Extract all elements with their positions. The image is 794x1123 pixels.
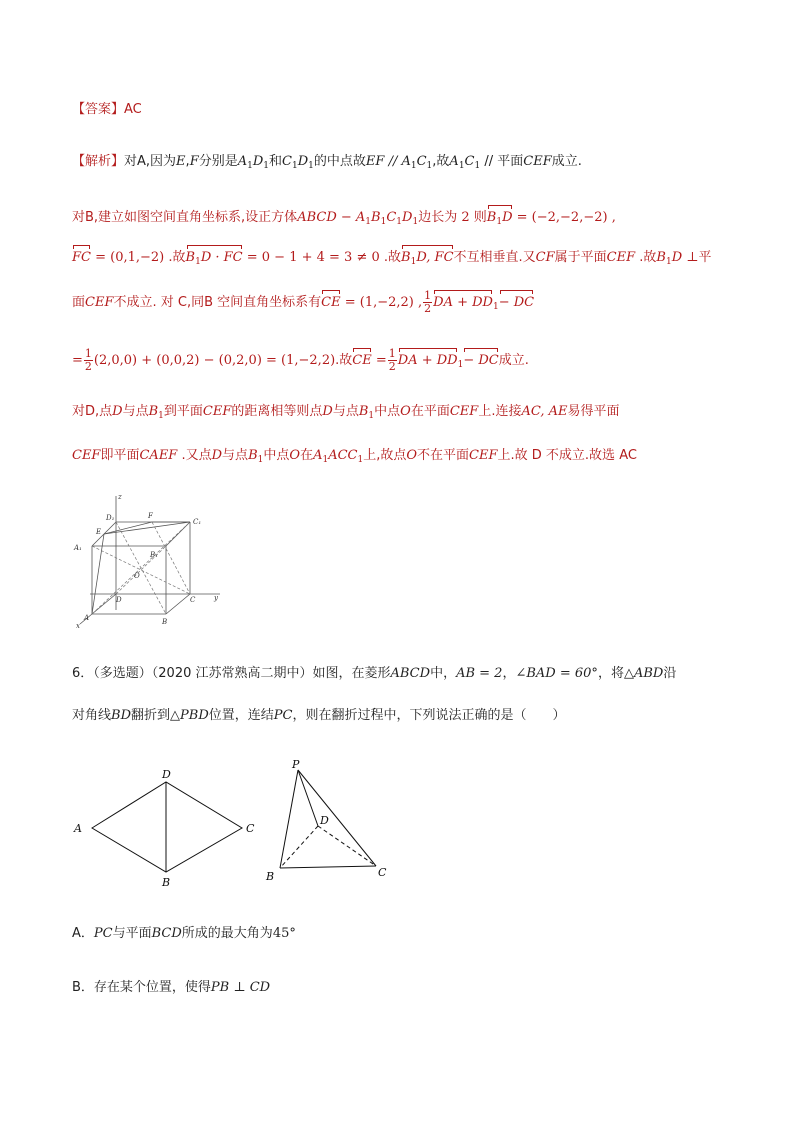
option-b bbox=[72, 978, 270, 998]
math-sub: 1 bbox=[322, 455, 329, 465]
math-var: B bbox=[248, 448, 258, 463]
math-expr: AB = 2 bbox=[456, 666, 503, 681]
text-segment: .故 bbox=[635, 250, 657, 265]
math-sub: 1 bbox=[257, 455, 264, 465]
text-segment: 不互相垂直.又 bbox=[453, 250, 536, 265]
option-a bbox=[72, 924, 296, 944]
math-expr: D, FC bbox=[416, 250, 454, 265]
math-var: BCD bbox=[151, 926, 182, 941]
text-segment: 在平面 bbox=[410, 404, 450, 419]
math-sub: 1 bbox=[410, 161, 417, 171]
text-segment: 成立. bbox=[551, 154, 582, 169]
text-segment: 中， bbox=[430, 666, 457, 681]
math-var: ABCD bbox=[390, 666, 431, 681]
text-segment: 翻折到 bbox=[131, 708, 171, 723]
math-sub: 1 bbox=[247, 161, 253, 171]
math-var: E bbox=[176, 154, 186, 169]
math-sub: 1 bbox=[380, 217, 387, 227]
vector-fc: FC bbox=[72, 248, 91, 268]
text-segment: 与平面 bbox=[112, 926, 152, 941]
text-segment: .故 bbox=[379, 250, 402, 265]
text-segment: 在 bbox=[300, 448, 314, 463]
text-segment: 面 bbox=[72, 295, 86, 310]
tetra-label-p: P bbox=[292, 758, 300, 771]
analysis-line-d1 bbox=[72, 402, 620, 426]
cube-label-d: D bbox=[116, 596, 122, 604]
analysis-line-d2 bbox=[72, 446, 637, 470]
math-sub: 1 bbox=[158, 411, 164, 421]
math-var: CAEF bbox=[139, 448, 178, 463]
math-var: D bbox=[322, 404, 333, 419]
math-expr: = bbox=[72, 353, 83, 368]
text-segment: 对角线 bbox=[72, 708, 112, 723]
analysis-tag: 【解析】 bbox=[72, 154, 125, 169]
math-expr: 45° bbox=[272, 926, 296, 941]
text-segment: 上,故点 bbox=[363, 448, 407, 463]
text-segment: 与点 bbox=[222, 448, 249, 463]
math-sub: 1 bbox=[492, 302, 499, 312]
text-segment: 到平面 bbox=[163, 404, 203, 419]
cube-label-y: y bbox=[214, 594, 218, 602]
math-var: B bbox=[148, 404, 159, 419]
math-var: PC bbox=[273, 708, 293, 723]
answer-line bbox=[72, 100, 142, 120]
rhombus-figure bbox=[70, 762, 270, 892]
text-segment: 与点 bbox=[332, 404, 359, 419]
text-segment: ，则在翻折过程中，下列说法正确的是（ ） bbox=[292, 708, 566, 723]
rhombus-label-b: B bbox=[162, 876, 171, 889]
math-expr: = 0 − 1 + 4 = 3 ≠ 0 bbox=[242, 250, 380, 265]
math-var: CEF bbox=[523, 154, 552, 169]
math-expr: DA + DD bbox=[398, 351, 458, 371]
math-expr: PB ⊥ CD bbox=[210, 980, 271, 995]
math-expr: = (0,1,−2) .故 bbox=[90, 250, 186, 265]
cube-label-x: x bbox=[76, 622, 80, 630]
text-segment: 6．（多选题）（2020 江苏常熟高二期中）如图，在菱形 bbox=[72, 666, 391, 681]
tetrahedron-figure bbox=[258, 756, 398, 886]
math-var: CEF bbox=[202, 404, 232, 419]
math-var: D bbox=[211, 448, 223, 463]
tetra-label-b: B bbox=[266, 870, 275, 883]
math-var: C bbox=[282, 154, 292, 169]
text-segment: 沿 bbox=[663, 666, 677, 681]
cube-label-z: z bbox=[118, 493, 122, 501]
math-sub: 1 bbox=[357, 455, 364, 465]
math-sub: 1 bbox=[457, 360, 464, 370]
rhombus-label-a: A bbox=[74, 822, 82, 835]
cube-label-b: B bbox=[162, 618, 168, 626]
text-segment: // 平面 bbox=[480, 154, 524, 169]
math-var: D bbox=[402, 210, 413, 225]
text-segment: 中点 bbox=[263, 448, 290, 463]
math-expr: AC, AE bbox=[521, 404, 568, 419]
text-segment: 不成立. 对 C,同B 空间直角坐标系有 bbox=[113, 295, 322, 310]
math-sub: 1 bbox=[410, 257, 417, 267]
math-var: B bbox=[358, 404, 369, 419]
math-sub: 1 bbox=[365, 217, 372, 227]
math-var: ACC bbox=[328, 448, 358, 463]
math-var: B bbox=[401, 250, 411, 265]
text-segment: 分别是 bbox=[198, 154, 238, 169]
text-segment: ,故 bbox=[432, 154, 450, 169]
math-var: O bbox=[289, 448, 301, 463]
fraction-half: $\frac{1}{2}$ bbox=[84, 347, 92, 373]
math-sub: 1 bbox=[665, 257, 672, 267]
analysis-line-b2 bbox=[72, 248, 711, 272]
text-segment: 边长为 bbox=[418, 210, 458, 225]
math-sub: 1 bbox=[412, 217, 419, 227]
cube-label-a: A bbox=[84, 614, 90, 622]
math-var: CEF bbox=[449, 404, 479, 419]
math-expr: △PBD bbox=[170, 708, 209, 723]
fraction-half: $\frac{1}{2}$ bbox=[424, 289, 432, 315]
text-segment: 上.故 D 不成立.故选 AC bbox=[497, 448, 637, 463]
fraction-half: $\frac{1}{2}$ bbox=[388, 347, 396, 373]
cube-label-e: E bbox=[96, 528, 102, 536]
math-expr: − DC bbox=[499, 293, 534, 313]
text-segment: 对A,因为 bbox=[124, 154, 177, 169]
cube-label-c1: C₁ bbox=[193, 518, 202, 526]
math-var: C bbox=[386, 210, 397, 225]
math-var: F bbox=[189, 154, 199, 169]
math-var: CEF bbox=[606, 250, 636, 265]
analysis-line-a bbox=[72, 152, 582, 176]
text-segment: 的中点故 bbox=[313, 154, 366, 169]
math-var: CEF bbox=[469, 448, 498, 463]
math-sub: 1 bbox=[263, 161, 270, 171]
text-segment: 不在平面 bbox=[417, 448, 470, 463]
text-segment: 即平面 bbox=[100, 448, 140, 463]
math-num: 2 bbox=[461, 210, 470, 225]
cube-label-o: O bbox=[134, 572, 140, 580]
math-sub: 1 bbox=[458, 161, 465, 171]
math-var: CF bbox=[535, 250, 555, 265]
text-segment: 上.连接 bbox=[478, 404, 522, 419]
math-var: D bbox=[297, 154, 309, 169]
cube-label-f: F bbox=[148, 512, 153, 520]
math-expr: DA + DD bbox=[433, 293, 493, 313]
math-expr: D ⊥ bbox=[671, 250, 699, 265]
analysis-line-c2 bbox=[72, 348, 529, 375]
math-expr: − DC bbox=[463, 351, 498, 371]
math-var: A bbox=[313, 448, 323, 463]
text-segment: 和 bbox=[269, 154, 283, 169]
cube-label-d1: D₁ bbox=[106, 514, 115, 522]
math-sub: 1 bbox=[396, 217, 403, 227]
math-sub: 1 bbox=[474, 161, 481, 171]
math-expr: = (1,−2,2) , bbox=[340, 295, 423, 310]
math-expr: = (−2,−2,−2) , bbox=[512, 210, 616, 225]
math-sub: 1 bbox=[368, 411, 375, 421]
math-var: BD bbox=[111, 708, 131, 723]
text-segment: 位置，连结 bbox=[208, 708, 274, 723]
text-segment: 易得平面 bbox=[567, 404, 620, 419]
math-var: D bbox=[112, 404, 123, 419]
answer-text: AC bbox=[124, 102, 142, 117]
text-segment: 对B,建立如图空间直角坐标系,设正方体 bbox=[72, 210, 298, 225]
text-segment: 属于平面 bbox=[554, 250, 607, 265]
text-segment: 中点 bbox=[374, 404, 401, 419]
text-segment: , bbox=[185, 154, 190, 169]
text-segment: .又点 bbox=[177, 448, 212, 463]
text-segment: 则 bbox=[473, 210, 487, 225]
analysis-line-b1 bbox=[72, 208, 616, 232]
tetra-label-c: C bbox=[378, 866, 387, 879]
tetra-label-d: D bbox=[320, 814, 329, 827]
math-var: C bbox=[464, 154, 475, 169]
math-expr: ∠BAD = 60° bbox=[515, 666, 598, 681]
text-segment: ， bbox=[502, 666, 516, 681]
text-segment: 平 bbox=[698, 250, 712, 265]
text-segment: 成立. bbox=[498, 353, 529, 368]
option-a-label: A． bbox=[72, 926, 94, 941]
text-segment: 与点 bbox=[122, 404, 149, 419]
math-expr: D · FC bbox=[200, 250, 243, 265]
math-sub: 1 bbox=[195, 257, 201, 267]
text-segment: 对D,点 bbox=[72, 404, 113, 419]
cube-label-a1: A₁ bbox=[74, 544, 82, 552]
math-expr: = bbox=[371, 353, 387, 368]
math-expr: (2,0,0) + (0,0,2) − (0,2,0) = (1,−2,2) bbox=[93, 353, 336, 368]
cube-label-b1: B₁ bbox=[150, 551, 158, 559]
math-expr: △ABD bbox=[623, 666, 664, 681]
answer-tag: 【答案】 bbox=[72, 102, 125, 117]
rhombus-label-d: D bbox=[162, 768, 171, 781]
text-segment: .故 bbox=[335, 353, 353, 368]
math-sub: 1 bbox=[496, 217, 503, 227]
math-var: CEF bbox=[85, 295, 114, 310]
option-b-label: B．存在某个位置，使得 bbox=[72, 980, 211, 995]
analysis-line-b3 bbox=[72, 290, 534, 317]
question-line-2 bbox=[72, 706, 565, 726]
math-var: D bbox=[252, 154, 264, 169]
text-segment: 所成的最大角为 bbox=[181, 926, 273, 941]
vector-ce: CE bbox=[321, 293, 340, 313]
math-sub: 1 bbox=[292, 161, 298, 171]
math-var: B bbox=[371, 210, 381, 225]
math-var: D bbox=[502, 210, 513, 225]
math-var: PC bbox=[93, 926, 113, 941]
math-var: O bbox=[406, 448, 418, 463]
math-var: CEF bbox=[72, 448, 101, 463]
math-var: A bbox=[237, 154, 248, 169]
cube-label-c: C bbox=[190, 596, 196, 604]
math-var: B bbox=[185, 250, 196, 265]
math-expr: EF // A bbox=[365, 154, 411, 169]
math-var: O bbox=[400, 404, 411, 419]
math-var: B bbox=[486, 210, 497, 225]
math-sub: 1 bbox=[308, 161, 314, 171]
math-var: B bbox=[656, 250, 666, 265]
cube-figure bbox=[70, 490, 230, 630]
math-sub: 1 bbox=[426, 161, 433, 171]
text-segment: 的距离相等则点 bbox=[231, 404, 323, 419]
math-expr: ABCD − A bbox=[297, 210, 366, 225]
math-var: C bbox=[416, 154, 427, 169]
question-line-1 bbox=[72, 664, 676, 684]
vector-ce: CE bbox=[352, 351, 371, 371]
math-var: A bbox=[449, 154, 459, 169]
rhombus-label-c: C bbox=[246, 822, 255, 835]
text-segment: ，将 bbox=[597, 666, 624, 681]
